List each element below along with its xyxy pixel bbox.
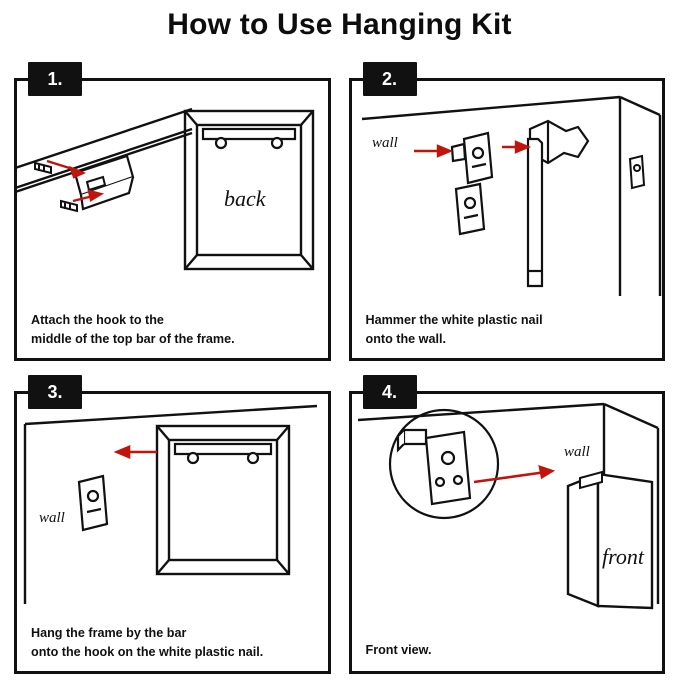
step-4-caption-line-1: Front view. (365, 643, 432, 658)
step-4-illustration (352, 394, 663, 671)
step-1-drawing (17, 81, 331, 311)
step-2-drawing (352, 81, 666, 311)
plastic-nail-icon (452, 133, 492, 183)
step-1-caption-line-2: middle of the top bar of the frame. (31, 332, 235, 347)
step-4-box (349, 391, 666, 674)
step-panel-3 (14, 375, 331, 674)
step-panel-1 (14, 62, 331, 361)
step-1-box (14, 78, 331, 361)
plastic-nail-icon (79, 476, 107, 530)
step-3-number: 3. (28, 375, 82, 409)
step-1-caption (31, 311, 318, 350)
step-2-caption-line-1: Hammer the white plastic nail (365, 312, 543, 327)
step-3-drawing (17, 394, 331, 624)
step-3-caption (31, 624, 318, 663)
hammer-icon (528, 121, 588, 286)
wall-label: wall (39, 510, 65, 526)
wall-label: wall (371, 135, 398, 151)
step-4-drawing (352, 394, 666, 624)
arrow-icon (117, 447, 157, 457)
steps-grid (14, 62, 665, 674)
page-title: How to Use Hanging Kit (167, 8, 512, 41)
step-4-number: 4. (363, 375, 417, 409)
arrow-icon (474, 467, 552, 482)
step-1-caption-line-1: Attach the hook to the (31, 312, 164, 327)
picture-frame-icon (568, 474, 652, 608)
step-1-number: 1. (28, 62, 82, 96)
step-panel-2 (349, 62, 666, 361)
step-3-caption-line-1: Hang the frame by the bar (31, 625, 187, 640)
step-2-caption-line-2: onto the wall. (365, 332, 446, 347)
frame-label-front: front (601, 544, 644, 569)
step-2-number: 2. (363, 62, 417, 96)
step-2-caption (366, 311, 653, 350)
step-2-box (349, 78, 666, 361)
step-3-caption-line-2: onto the hook on the white plastic nail. (31, 645, 264, 660)
frame-label-back: back (224, 186, 266, 211)
step-3-box (14, 391, 331, 674)
wall-label: wall (563, 444, 590, 460)
step-4-caption (366, 641, 653, 661)
step-panel-4 (349, 375, 666, 674)
